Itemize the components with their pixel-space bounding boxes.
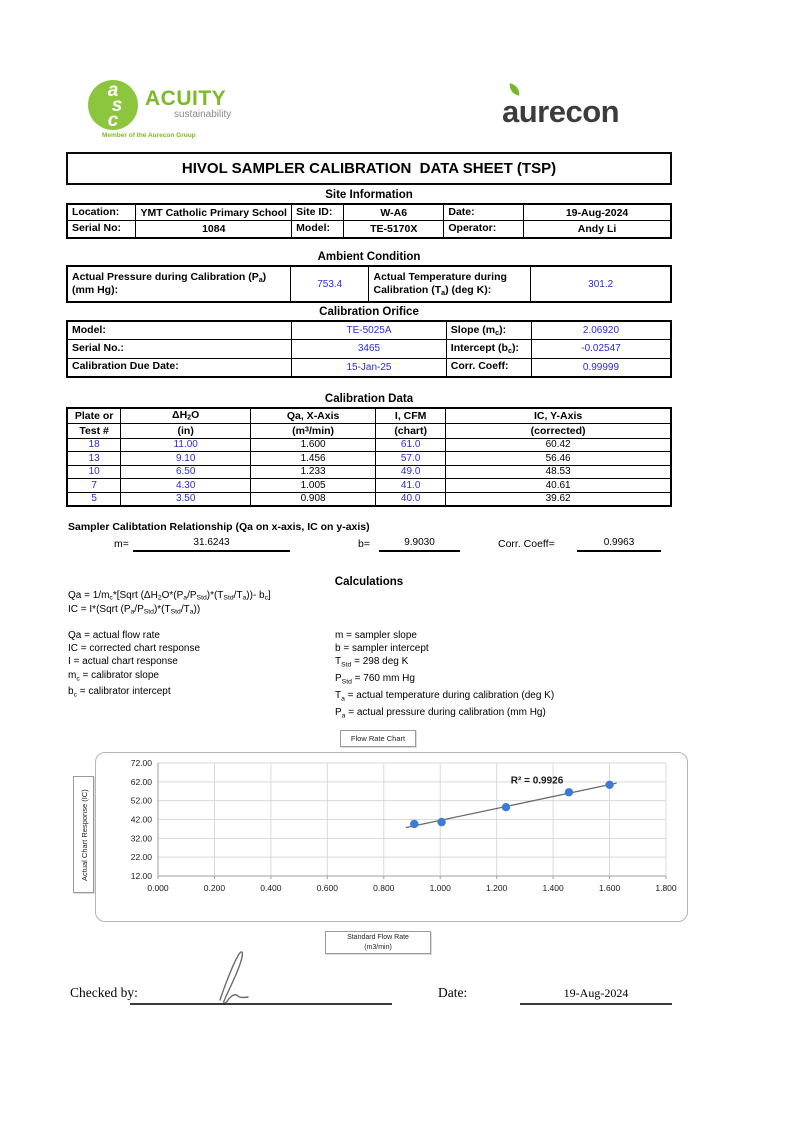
x-axis-title-line1: Standard Flow Rate	[347, 934, 409, 941]
table-row	[67, 438, 671, 452]
svg-text:52.00: 52.00	[130, 795, 152, 806]
temperature-label: Actual Temperature during Calibration $(T_a)$ (deg K):	[369, 266, 531, 302]
definition: $b_c$ = calibrator intercept	[68, 686, 171, 700]
ambient-condition-table	[66, 265, 672, 303]
table-header-row	[67, 423, 671, 438]
calibration-orifice-table	[66, 320, 672, 378]
monogram-letter: c	[107, 110, 119, 131]
flow-rate-chart-svg	[96, 753, 686, 905]
definition: b = sampler intercept	[335, 643, 429, 655]
orifice-serial-label: Serial No.:	[67, 340, 292, 359]
footer-date-label: Date:	[438, 985, 468, 1000]
col-header: $(m^3/\min)$	[251, 423, 376, 438]
corr-label: Corr. Coeff=	[498, 538, 555, 550]
table-row	[67, 204, 671, 221]
ic-value: 56.46	[446, 452, 671, 466]
acuity-monogram	[88, 80, 138, 130]
svg-text:0.600: 0.600	[316, 883, 338, 893]
site-information-heading: Site Information	[325, 189, 413, 201]
calibration-data-heading: Calibration Data	[324, 393, 414, 405]
dh2o-value: 4.30	[121, 479, 251, 493]
dh2o-value: 6.50	[121, 465, 251, 479]
acuity-subtitle: sustainability	[174, 109, 232, 120]
i-cfm-value: 49.0	[376, 465, 446, 479]
acuity-logo	[88, 80, 238, 144]
monogram-letter: a	[107, 80, 119, 101]
model-value: TE-5170X	[344, 221, 444, 238]
ic-formula: IC = I*(Sqrt $(P_a/P_{Std})*(T_{Std}/T_a)$)	[68, 604, 201, 616]
flow-rate-chart	[95, 752, 688, 922]
col-header: (chart)	[376, 423, 446, 438]
svg-text:0.200: 0.200	[203, 883, 226, 893]
table-row	[67, 452, 671, 466]
footer-date-value: 19-Aug-2024	[563, 986, 629, 1000]
slope-label: Slope $(m_c)$:	[446, 321, 531, 340]
corr-value: 0.9963	[577, 537, 661, 552]
definition: $T_{Std} = 298$ deg K	[335, 656, 409, 670]
svg-text:0.800: 0.800	[373, 883, 395, 893]
col-header: $\Delta H_2O$	[121, 408, 251, 423]
temperature-value: 301.2	[531, 266, 671, 302]
qa-value: 1.456	[251, 452, 376, 466]
b-value: 9.9030	[379, 537, 460, 552]
table-row	[67, 358, 671, 377]
ambient-condition-heading: Ambient Condition	[317, 251, 421, 263]
definition: $T_a$ = actual temperature during calibration (deg K)	[335, 690, 555, 703]
intercept-value: -0.02547	[531, 340, 671, 359]
slope-value: 2.06920	[531, 321, 671, 340]
aurecon-name: aurecon	[502, 94, 620, 129]
ic-value: 40.61	[446, 479, 671, 493]
intercept-label: Intercept $(b_c)$:	[446, 340, 531, 359]
corr-coeff-value: 0.99999	[531, 358, 671, 377]
qa-formula: $Qa = 1/m_c*[Sqrt$ $(\Delta H_2O*(P_a/P_{Std})*(T_{Std}/T_a))-$ $b_c$]	[68, 590, 271, 602]
ic-value: 48.53	[446, 465, 671, 479]
pressure-label: Actual Pressure during Calibration $(P_a)$ (mm Hg):	[67, 266, 290, 302]
definition: m = sampler slope	[335, 630, 417, 641]
svg-text:72.00: 72.00	[130, 758, 152, 768]
location-label: Location:	[67, 204, 136, 221]
calibration-data-table	[66, 407, 672, 507]
i-cfm-value: 40.0	[376, 492, 446, 506]
calibration-orifice-heading: Calibration Orifice	[319, 306, 419, 318]
test-number: 18	[67, 438, 121, 452]
table-row	[67, 465, 671, 479]
i-cfm-value: 57.0	[376, 452, 446, 466]
definitions-left	[68, 629, 200, 702]
signature	[182, 946, 274, 1008]
m-value: 31.6243	[133, 537, 290, 552]
definition: IC = corrected chart response	[68, 643, 201, 655]
calculations-heading: Calculations	[334, 576, 404, 588]
col-header: Test #	[67, 423, 121, 438]
test-number: 5	[67, 492, 121, 506]
location-value: YMT Catholic Primary School	[136, 204, 292, 221]
site-id-label: Site ID:	[292, 204, 344, 221]
x-axis-title-box	[325, 931, 431, 954]
date-line	[520, 1003, 672, 1005]
i-cfm-value: 61.0	[376, 438, 446, 452]
x-axis-title-line2: (m3/min)	[364, 944, 392, 951]
svg-text:0.400: 0.400	[260, 883, 282, 893]
svg-text:12.00: 12.00	[130, 871, 152, 881]
table-row	[67, 492, 671, 506]
table-header-row	[67, 408, 671, 423]
chart-title-box: Flow Rate Chart	[340, 730, 416, 747]
svg-text:22.00: 22.00	[130, 852, 152, 863]
orifice-model-value: TE-5025A	[292, 321, 447, 340]
dh2o-value: 3.50	[121, 492, 251, 506]
aurecon-logo	[502, 84, 672, 136]
operator-value: Andy Li	[524, 221, 671, 238]
svg-text:62.00: 62.00	[130, 776, 152, 787]
svg-text:0.000: 0.000	[147, 883, 169, 893]
model-label: Model:	[292, 221, 344, 238]
date-label: Date:	[444, 204, 524, 221]
due-date-label: Calibration Due Date:	[67, 358, 292, 377]
svg-text:1.200: 1.200	[486, 883, 508, 893]
table-row	[67, 340, 671, 359]
definition: $m_c$ = calibrator slope	[68, 669, 159, 683]
qa-value: 1.005	[251, 479, 376, 493]
svg-text:1.000: 1.000	[429, 883, 451, 893]
qa-value: 1.233	[251, 465, 376, 479]
due-date-value: 15-Jan-25	[292, 358, 447, 377]
dh2o-value: 9.10	[121, 452, 251, 466]
acuity-tagline: Member of the Aurecon Group	[102, 132, 196, 139]
y-axis-title-box	[73, 776, 94, 893]
definition: I = actual chart response	[68, 656, 178, 668]
operator-label: Operator:	[444, 221, 524, 238]
relationship-title: Sampler Calibtation Relationship (Qa on x-axis, IC on y-axis)	[68, 521, 370, 533]
qa-value: 1.600	[251, 438, 376, 452]
checked-by-label: Checked by:	[70, 985, 138, 1000]
qa-value: 0.908	[251, 492, 376, 506]
table-row	[67, 221, 671, 238]
dh2o-value: 11.00	[121, 438, 251, 452]
test-number: 7	[67, 479, 121, 493]
definition: Qa = actual flow rate	[68, 630, 160, 641]
pressure-value: 753.4	[290, 266, 369, 302]
col-header: IC, Y-Axis	[446, 408, 671, 423]
monogram-letter: s	[111, 95, 123, 116]
table-row	[67, 479, 671, 493]
definition: $P_{Std} = 760$ mm Hg	[335, 673, 415, 686]
col-header: (in)	[121, 423, 251, 438]
serial-no-label: Serial No:	[67, 221, 136, 238]
acuity-name: ACUITY	[145, 87, 227, 110]
ic-value: 39.62	[446, 492, 671, 506]
col-header: I, CFM	[376, 408, 446, 423]
orifice-serial-value: 3465	[292, 340, 447, 359]
col-header: Qa, X-Axis	[251, 408, 376, 423]
corr-coeff-label: Corr. Coeff:	[446, 358, 531, 377]
svg-text:42.00: 42.00	[130, 814, 152, 825]
sheet-title: HIVOL SAMPLER CALIBRATION DATA SHEET (TSP)	[66, 152, 672, 185]
i-cfm-value: 41.0	[376, 479, 446, 493]
definition: $P_a$ = actual pressure during calibration (mm Hg)	[335, 706, 546, 720]
site-id-value: W-A6	[344, 204, 444, 221]
site-information-table	[66, 203, 672, 239]
svg-text:32.00: 32.00	[130, 833, 152, 844]
col-header: Plate or	[67, 408, 121, 423]
test-number: 10	[67, 465, 121, 479]
svg-text:R² = 0.9926: R² = 0.9926	[510, 775, 564, 787]
b-label: b=	[358, 538, 370, 550]
table-row	[67, 266, 671, 302]
y-axis-title: Actual Chart Response (IC)	[80, 789, 89, 882]
svg-text:1.600: 1.600	[598, 883, 621, 893]
ic-value: 60.42	[446, 438, 671, 452]
table-row	[67, 321, 671, 340]
orifice-model-label: Model:	[67, 321, 292, 340]
svg-text:1.400: 1.400	[542, 883, 564, 893]
serial-no-value: 1084	[136, 221, 292, 238]
test-number: 13	[67, 452, 121, 466]
definitions-right	[335, 629, 554, 723]
m-label: m=	[114, 538, 129, 550]
checked-by-line	[130, 1003, 392, 1005]
date-value: 19-Aug-2024	[524, 204, 671, 221]
col-header: (corrected)	[446, 423, 671, 438]
svg-text:1.800: 1.800	[655, 883, 677, 893]
